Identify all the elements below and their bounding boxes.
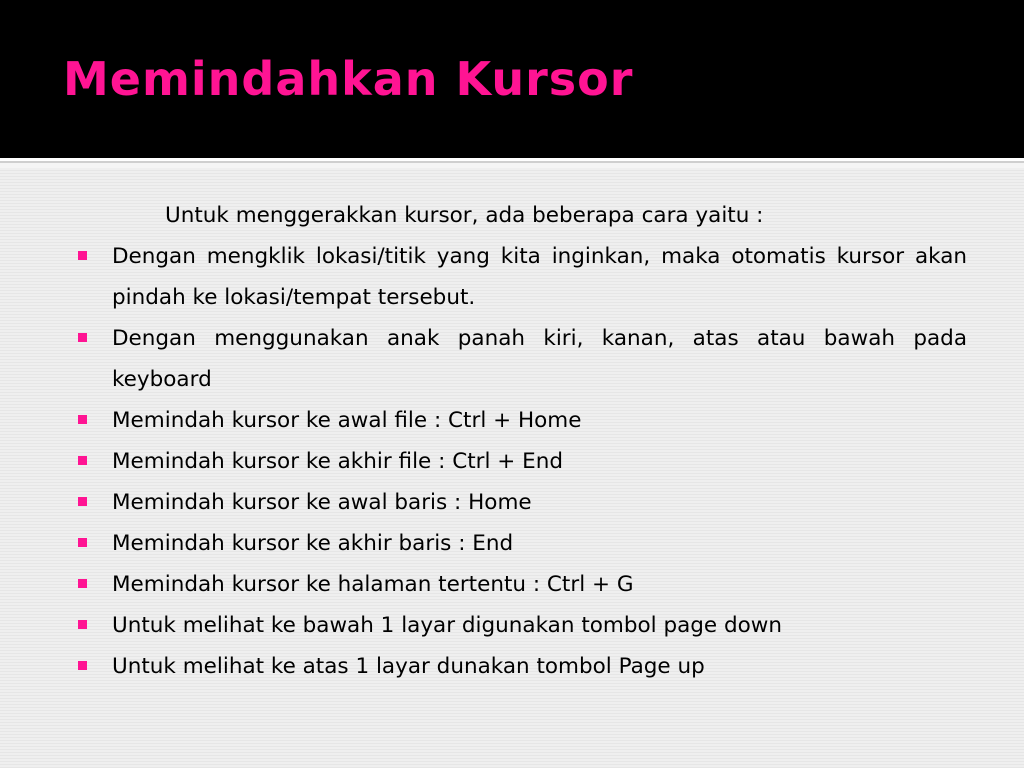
- bullet-square-icon: [78, 251, 87, 260]
- bullet-square-icon: [78, 620, 87, 629]
- list-item: [75, 318, 967, 400]
- bullet-square-icon: [78, 538, 87, 547]
- list-item-text: Untuk melihat ke bawah 1 layar digunakan tombol page down: [112, 613, 782, 638]
- slide-title: Memindahkan Kursor: [63, 52, 634, 106]
- list-item: [75, 482, 967, 523]
- bullet-square-icon: [78, 661, 87, 670]
- bullet-square-icon: [78, 333, 87, 342]
- list-item-text: Memindah kursor ke awal file : Ctrl + Home: [112, 408, 582, 433]
- list-item: [75, 605, 967, 646]
- list-item: [75, 236, 967, 318]
- bullet-square-icon: [78, 456, 87, 465]
- bullet-square-icon: [78, 415, 87, 424]
- list-item-text: Memindah kursor ke akhir baris : End: [112, 531, 514, 556]
- list-item: [75, 523, 967, 564]
- bullet-square-icon: [78, 497, 87, 506]
- list-item: [75, 441, 967, 482]
- list-item-text: Dengan menggunakan anak panah kiri, kanan, atas atau bawah pada keyboard: [112, 326, 967, 392]
- bullet-list: [75, 236, 967, 687]
- list-item: [75, 646, 967, 687]
- list-item: [75, 564, 967, 605]
- list-item-text: Untuk melihat ke atas 1 layar dunakan tombol Page up: [112, 654, 705, 679]
- title-bar: [0, 0, 1024, 158]
- list-item-text: Memindah kursor ke halaman tertentu : Ctrl + G: [112, 572, 634, 597]
- list-item-text: Memindah kursor ke awal baris : Home: [112, 490, 532, 515]
- list-item-text: Memindah kursor ke akhir file : Ctrl + End: [112, 449, 563, 474]
- bullet-square-icon: [78, 579, 87, 588]
- title-divider: [0, 158, 1024, 168]
- intro-text: Untuk menggerakkan kursor, ada beberapa cara yaitu :: [165, 203, 764, 228]
- list-item-text: Dengan mengklik lokasi/titik yang kita inginkan, maka otomatis kursor akan pindah ke lokasi/tempat tersebut.: [112, 244, 967, 310]
- list-item: [75, 400, 967, 441]
